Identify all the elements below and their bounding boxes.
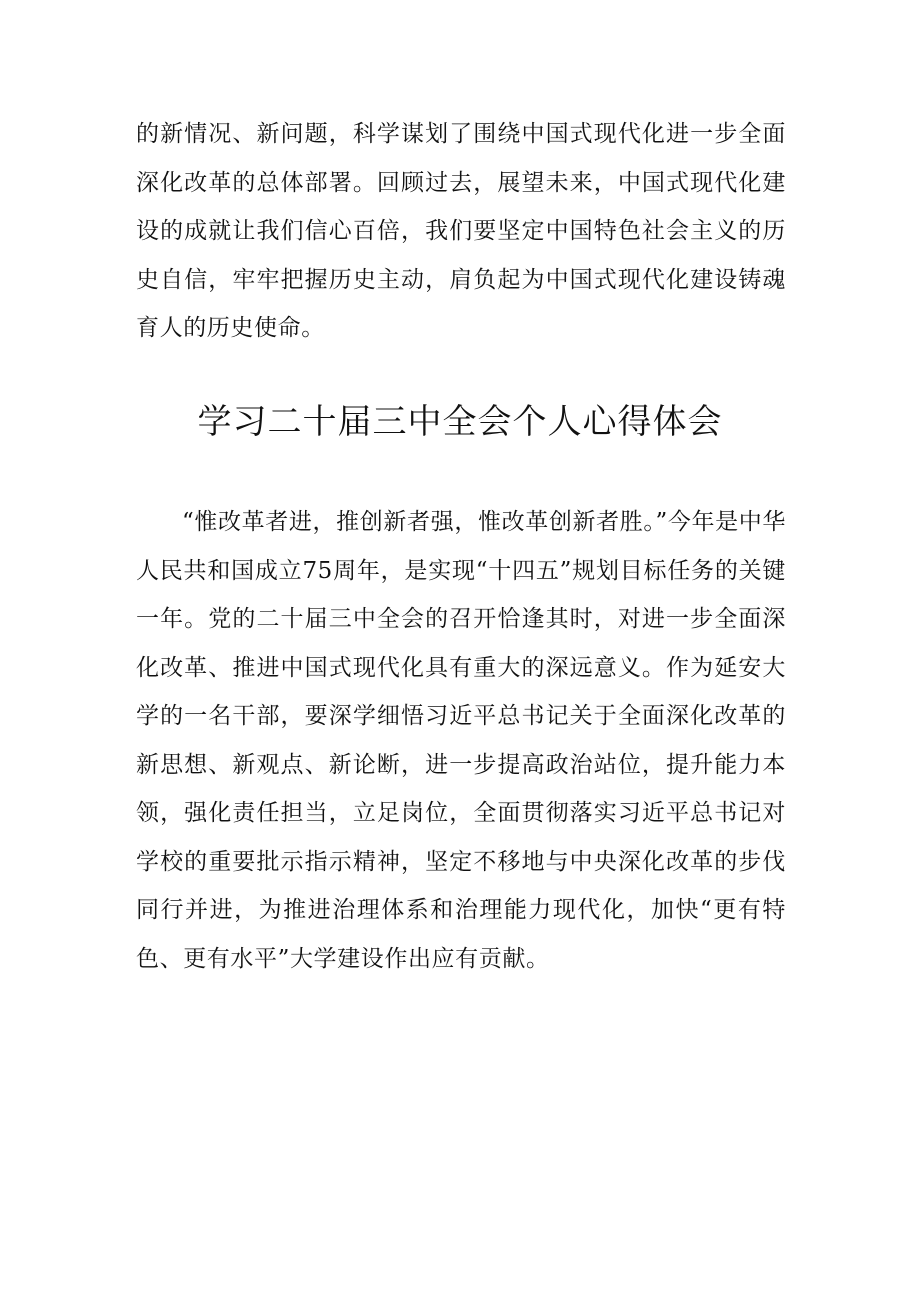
article-title: 学习二十届三中全会个人心得体会 [197,402,723,442]
body-paragraph: “惟改革者进，推创新者强，惟改革创新者胜。”今年是中华人民共和国成立75周年，是实现“十四五”规划目标任务的关键一年。党的二十届三中全会的召开恰逢其时，对进一步全面深化改革、推进中国式现代化具有重大的深远意义。作为延安大学的一名干部，要深学细悟习近平总书记关于全面深化改革的新思想、新观点、新论断，进一步提高政治站位，提升能力本领，强化责任担当，立足岗位，全面贯彻落实习近平总书记对学校的重要批示指示精神，坚定不移地与中央深化改革的步伐同行并进，为推进治理体系和治理能力现代化，加快“更有特色、更有水平”大学建设作出应有贡献。 [136,509,786,972]
intro-paragraph: 的新情况、新问题，科学谋划了围绕中国式现代化进一步全面深化改革的总体部署。回顾过去，展望未来，中国式现代化建设的成就让我们信心百倍，我们要坚定中国特色社会主义的历史自信，牢牢把握历史主动，肩负起为中国式现代化建设铸魂育人的历史使命。 [136,121,786,341]
